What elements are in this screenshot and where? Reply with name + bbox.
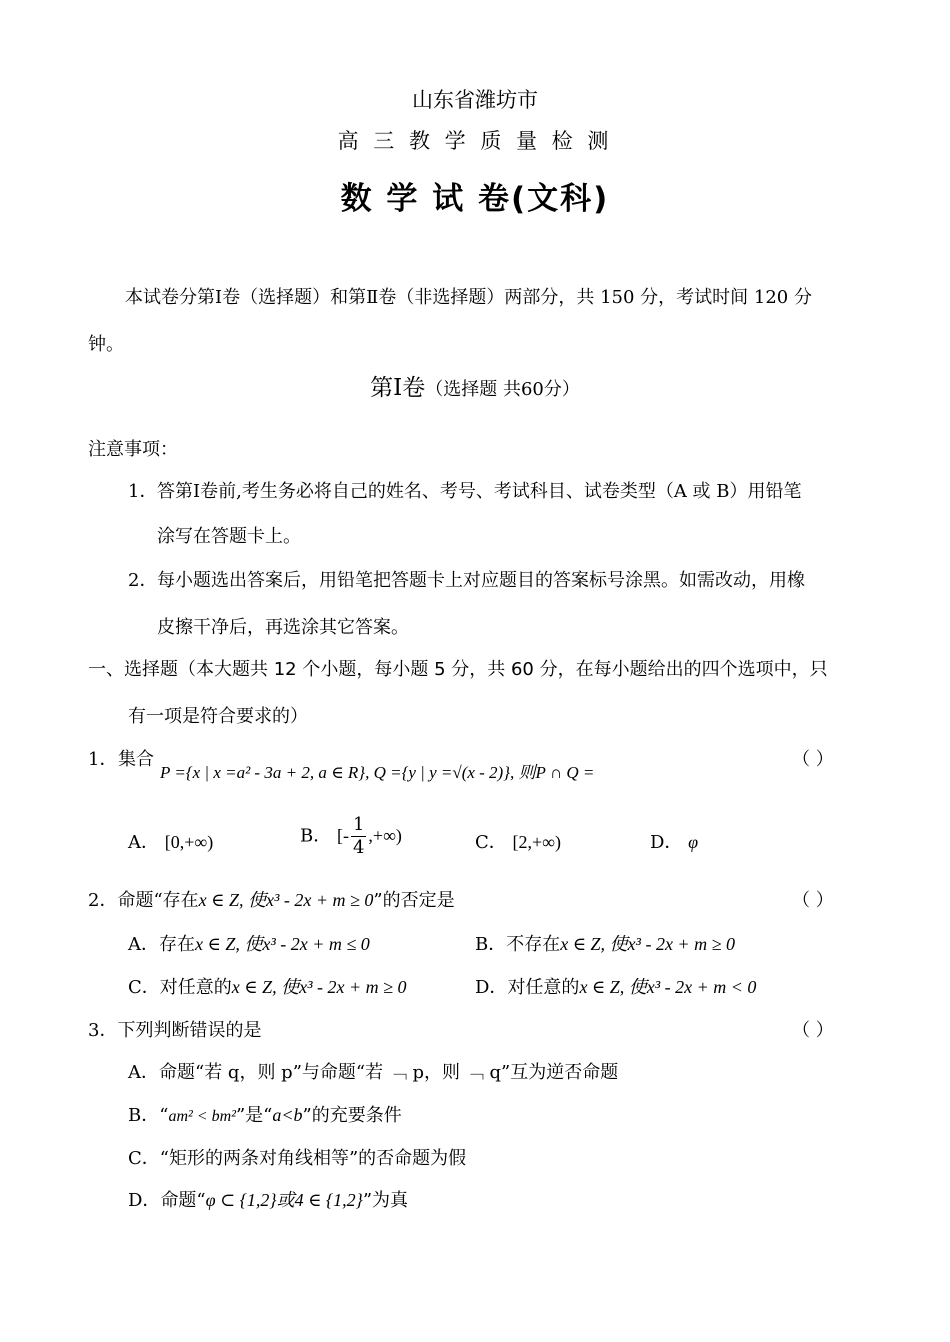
q1-option-b-prefix: [- — [336, 825, 349, 846]
q3-option-c — [128, 1144, 466, 1170]
section1-line-2: 有一项是符合要求的） — [128, 706, 308, 727]
intro-line-2: 钟。 — [88, 334, 124, 355]
q3-stem — [88, 1016, 261, 1042]
q2-option-a — [128, 930, 370, 956]
q2-stem — [88, 886, 455, 912]
part1-title: 第Ⅰ卷 — [370, 375, 426, 401]
q2-option-c-label: C． — [128, 977, 160, 998]
q2-option-c-prefix: 对任意的 — [159, 977, 232, 998]
q3-option-d-formula: φ ⊂ {1,2}或4 ∈ {1,2} — [205, 1190, 363, 1210]
section1-line-1: 一、选择题（本大题共 12 个小题，每小题 5 分，共 60 分，在每小题给出的四个选项中，只 — [88, 659, 828, 680]
q2-option-d-formula: x ∈ Z, 使x³ - 2x + m < 0 — [579, 977, 757, 997]
q1-option-b-suffix: ,+∞) — [368, 825, 402, 846]
q2-number: 2． — [88, 890, 118, 911]
q2-text-prefix: 命题“存在 — [117, 890, 199, 911]
q1-option-b — [300, 816, 402, 857]
q1-option-a — [128, 828, 213, 854]
q3-option-d — [128, 1186, 408, 1212]
q3-option-b-label: B． — [128, 1105, 160, 1126]
q3-text: 下列判断错误的是 — [117, 1020, 262, 1041]
note-2-line-2: 皮擦干净后，再选涂其它答案。 — [157, 617, 409, 638]
q3-option-b-suffix: ”的充要条件 — [302, 1105, 402, 1126]
q1-option-c-value: [2,+∞) — [512, 832, 561, 852]
subject-title: 数 学 试 卷(文科) — [340, 181, 610, 217]
note-2-line-1: 每小题选出答案后，用铅笔把答题卡上对应题目的答案标号涂黑。如需改动，用橡 — [157, 570, 805, 591]
q2-option-d-prefix: 对任意的 — [507, 977, 580, 998]
q2-option-a-formula: x ∈ Z, 使x³ - 2x + m ≤ 0 — [195, 934, 370, 954]
q3-option-b-middle: ”是“ — [235, 1105, 273, 1126]
q2-option-a-prefix: 存在 — [159, 934, 195, 955]
q2-option-c-formula: x ∈ Z, 使x³ - 2x + m ≥ 0 — [231, 977, 407, 997]
q3-option-a-text: 命题“若 q，则 p”与命题“若 ﹁ p，则 ﹁ q”互为逆否命题 — [159, 1062, 619, 1083]
q1-option-c — [475, 828, 561, 854]
q1-option-b-label: B． — [300, 825, 332, 847]
q3-option-d-prefix: 命题“ — [160, 1190, 206, 1211]
q1-option-b-fraction — [351, 816, 366, 857]
note-1-line-2: 涂写在答题卡上。 — [157, 526, 301, 547]
q2-option-b-formula: x ∈ Z, 使x³ - 2x + m ≥ 0 — [560, 934, 735, 954]
q2-option-b-prefix: 不存在 — [506, 934, 561, 955]
q1-formula: P ={x | x =a² - 3a + 2, a ∈ R}, Q ={y | y =√(x - 2)}, 则P ∩ Q = — [160, 763, 595, 782]
note-1-line-1: 答第Ⅰ卷前,考生务必将自己的姓名、考号、考试科目、试卷类型（A 或 B）用铅笔 — [157, 481, 802, 502]
q2-option-c — [128, 973, 407, 999]
q1-option-b-numerator: 1 — [352, 814, 365, 835]
q2-option-b — [475, 930, 735, 956]
q3-option-b-formula: am² < bm² — [168, 1108, 236, 1125]
note-1-number: 1． — [128, 481, 158, 502]
q1-option-a-value: [0,+∞) — [164, 832, 214, 852]
q3-option-b-prefix: “ — [159, 1105, 169, 1126]
q1-option-d-label: D． — [650, 832, 683, 853]
q2-option-d — [475, 973, 756, 999]
q1-number: 1． — [88, 749, 118, 770]
part1-heading — [0, 369, 950, 402]
q3-option-d-suffix: ”为真 — [362, 1190, 409, 1211]
q3-option-d-label: D． — [128, 1190, 161, 1211]
q1-answer-bracket: （ ） — [792, 749, 834, 770]
notes-heading: 注意事项： — [88, 439, 178, 460]
region-title: 山东省潍坊市 — [412, 88, 538, 112]
q3-option-b — [128, 1101, 402, 1127]
q1-option-b-denominator: 4 — [352, 837, 365, 858]
q3-option-c-label: C． — [128, 1148, 160, 1169]
q1-text: 集合 — [118, 749, 154, 770]
q1-option-d — [650, 828, 698, 854]
q3-number: 3． — [88, 1020, 118, 1041]
q3-answer-bracket: （ ） — [792, 1020, 834, 1041]
intro-line-1: 本试卷分第Ⅰ卷（选择题）和第Ⅱ卷（非选择题）两部分，共 150 分，考试时间 120 分 — [125, 287, 812, 308]
q2-option-b-label: B． — [475, 934, 507, 955]
q3-option-b-formula-2: a<b — [272, 1105, 303, 1125]
q3-option-c-text: “矩形的两条对角线相等”的否命题为假 — [159, 1148, 467, 1169]
q2-option-d-label: D． — [475, 977, 508, 998]
q1-option-a-label: A． — [128, 832, 159, 853]
note-2-number: 2． — [128, 570, 158, 591]
exam-title: 高 三 教 学 质 量 检 测 — [337, 129, 613, 153]
part1-subtitle: （选择题 共60分） — [425, 379, 580, 400]
q2-option-a-label: A． — [128, 934, 159, 955]
q1-option-d-value: φ — [688, 832, 699, 852]
q2-text-suffix: ”的否定是 — [373, 890, 455, 911]
q1-option-c-label: C． — [475, 832, 507, 853]
q3-option-a — [128, 1058, 618, 1084]
q2-answer-bracket: （ ） — [792, 890, 834, 911]
q3-option-a-label: A． — [128, 1062, 159, 1083]
q2-text-formula: x ∈ Z, 使x³ - 2x + m ≥ 0 — [198, 890, 374, 910]
